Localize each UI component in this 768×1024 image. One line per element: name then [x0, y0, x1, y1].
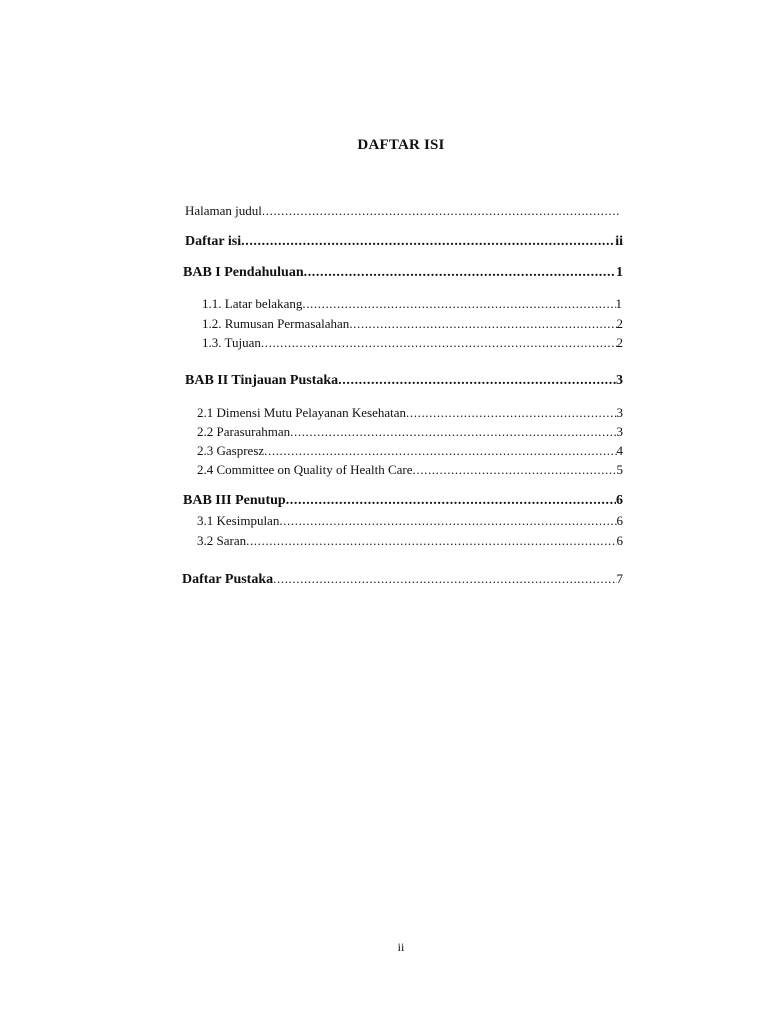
- toc-entry-2-1: [197, 404, 623, 422]
- toc-entry-bab-3: [183, 492, 623, 510]
- toc-entry-label: 1.1. Latar belakang: [202, 296, 303, 311]
- toc-entry-label: 3.2 Saran: [197, 533, 247, 548]
- toc-entry-2-4: [197, 461, 623, 479]
- dot-leader: [241, 233, 615, 251]
- toc-entry-label: 2.4 Committee on Quality of Health Care: [197, 462, 413, 477]
- toc-entry-label: Halaman judul: [185, 203, 262, 218]
- toc-entry-label: BAB II Tinjauan Pustaka: [185, 373, 339, 388]
- dot-leader: [338, 372, 616, 390]
- dot-leader: [304, 264, 616, 282]
- page-title: DAFTAR ISI: [357, 137, 445, 153]
- toc-entry-label: Daftar Pustaka: [182, 572, 274, 587]
- toc-entry-label: 2.1 Dimensi Mutu Pelayanan Kesehatan: [197, 405, 407, 420]
- toc-entry-page: 7: [616, 571, 623, 586]
- toc-entry-page: 1: [616, 265, 623, 280]
- toc-entry-bab-1: [183, 264, 623, 282]
- toc-entry-halaman-judul: [185, 202, 620, 220]
- toc-entry-1-2: [202, 315, 623, 333]
- dot-leader: [302, 295, 615, 313]
- toc-entry-bab-2: [185, 372, 623, 390]
- toc-entry-page: 6: [616, 513, 623, 528]
- toc-entry-label: 2.2 Parasurahman: [197, 424, 291, 439]
- page-number: ii: [397, 940, 405, 954]
- toc-entry-daftar-pustaka: [182, 570, 623, 589]
- toc-entry-3-2: [197, 532, 623, 550]
- toc-entry-page: 1: [615, 296, 622, 311]
- toc-entry-label: 1.3. Tujuan: [202, 335, 261, 350]
- dot-leader: [261, 334, 617, 352]
- toc-entry-page: 4: [616, 443, 623, 458]
- dot-leader: [279, 512, 616, 530]
- toc-entry-page: 2: [616, 316, 623, 331]
- toc-entry-page: 5: [616, 462, 623, 477]
- toc-entry-1-1: [202, 295, 622, 313]
- toc-entry-2-2: [197, 423, 623, 441]
- toc-entry-2-3: [197, 442, 623, 460]
- dot-leader: [290, 423, 616, 441]
- toc-entry-label: 2.3 Gaspresz: [197, 443, 265, 458]
- dot-leader: [349, 315, 616, 333]
- toc-entry-page: 6: [616, 533, 623, 548]
- toc-entry-label: Daftar isi: [185, 234, 242, 249]
- toc-entry-page: 3: [616, 424, 623, 439]
- toc-entry-page: 6: [616, 493, 623, 508]
- dot-leader: [246, 532, 616, 550]
- dot-leader: [262, 202, 620, 220]
- toc-entry-label: 3.1 Kesimpulan: [197, 513, 280, 528]
- toc-entry-daftar-isi: [185, 233, 623, 251]
- toc-entry-label: 1.2. Rumusan Permasalahan: [202, 316, 350, 331]
- toc-entry-1-3: [202, 334, 623, 352]
- dot-leader: [264, 442, 616, 460]
- dot-leader: [273, 570, 616, 588]
- dot-leader: [286, 492, 616, 510]
- dot-leader: [413, 461, 617, 479]
- toc-entry-label: BAB III Penutup: [183, 493, 286, 508]
- toc-entry-page: ii: [615, 234, 623, 249]
- dot-leader: [406, 404, 616, 422]
- toc-entry-page: 3: [616, 405, 623, 420]
- toc-entry-page: 3: [616, 373, 623, 388]
- toc-entry-3-1: [197, 512, 623, 530]
- toc-entry-page: 2: [616, 335, 623, 350]
- toc-entry-label: BAB I Pendahuluan: [183, 265, 304, 280]
